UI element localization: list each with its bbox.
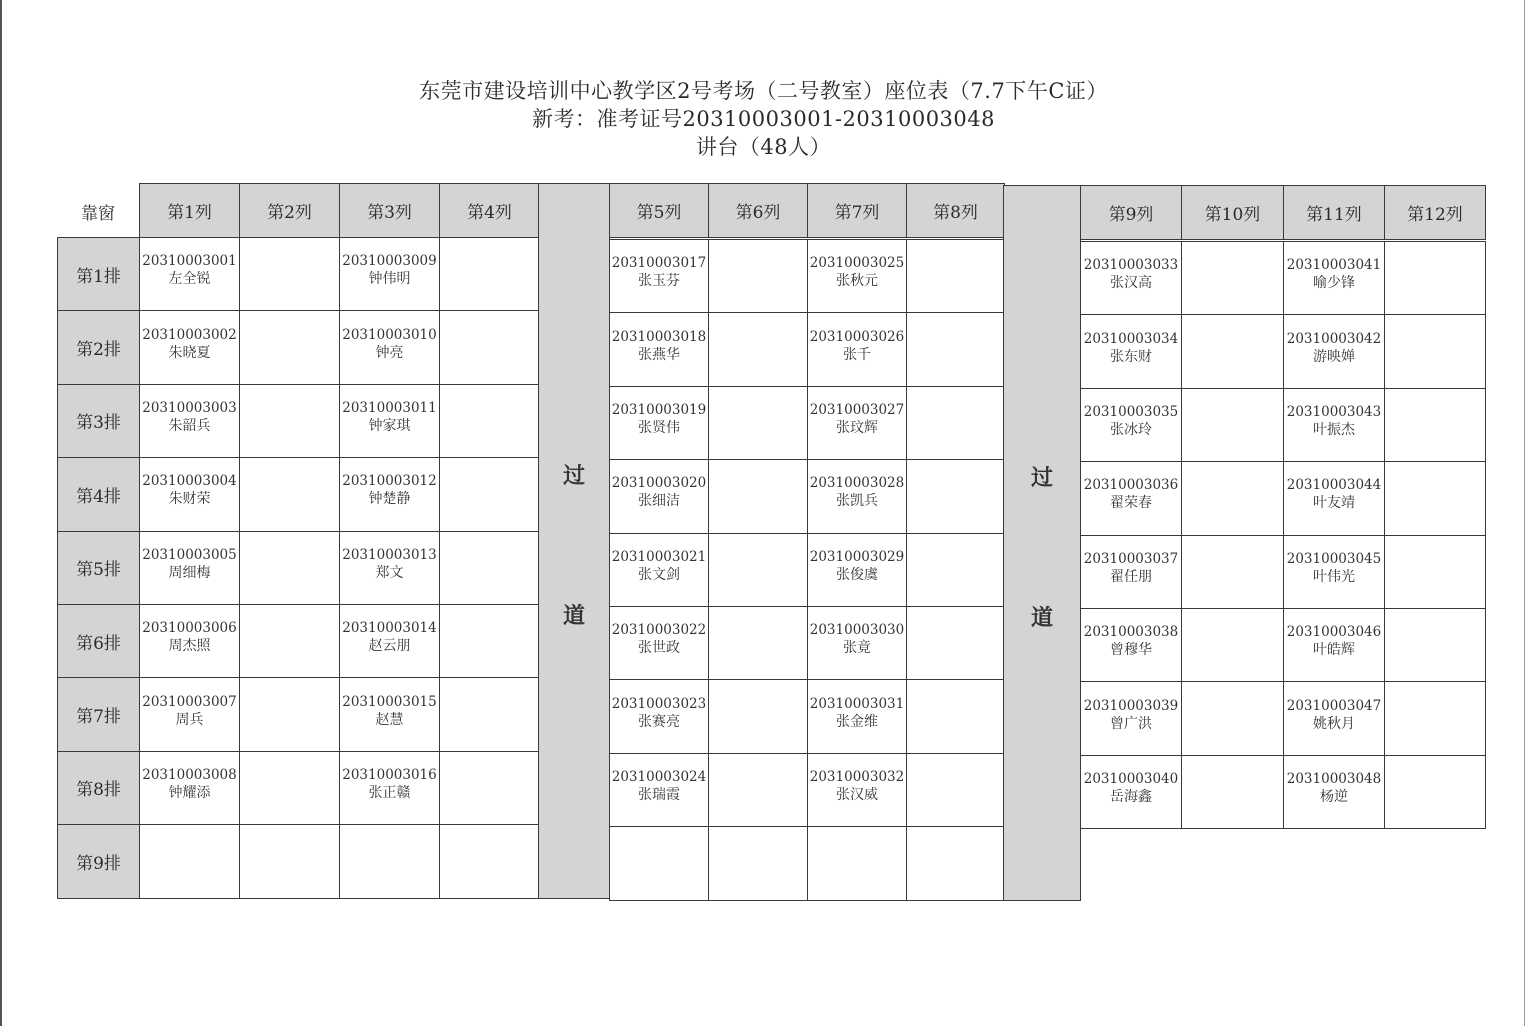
ticket-number: 20310003020 [611, 475, 707, 492]
seat-cell [609, 459, 709, 533]
ticket-number: 20310003037 [1083, 550, 1179, 567]
ticket-number: 20310003038 [1083, 624, 1179, 641]
seat-cell [609, 753, 709, 827]
ticket-range-subtitle: 新考：准考证号20310003001-20310003048 [531, 107, 996, 131]
seat-cell [1181, 608, 1284, 682]
examinee-name: 张冰玲 [1110, 421, 1152, 438]
column-header-1: 第1列 [139, 183, 240, 238]
examinee-name: 钟楚静 [368, 491, 411, 508]
seat-cell [708, 239, 808, 313]
seat-cell [1384, 241, 1486, 315]
seat-cell [1384, 314, 1486, 388]
seat-cell [139, 604, 240, 678]
row-header-8: 第8排 [57, 751, 140, 825]
seat-cell [609, 826, 709, 900]
seat-cell [239, 824, 340, 898]
seat-cell [1080, 314, 1182, 388]
seat-cell [239, 531, 340, 605]
seat-cell [906, 606, 1005, 680]
seat-cell [139, 531, 240, 605]
examinee-name: 张汉高 [1110, 275, 1152, 292]
row-header-1: 第1排 [57, 237, 140, 311]
examinee-name: 钟家琪 [368, 417, 411, 434]
seat-cell [439, 531, 540, 605]
seat-cell [139, 457, 240, 531]
seat-cell [239, 457, 340, 531]
examinee-name: 张正赣 [368, 784, 411, 801]
seat-cell [1080, 681, 1182, 755]
ticket-number: 20310003026 [809, 328, 905, 345]
ticket-number: 20310003041 [1286, 257, 1382, 274]
examinee-name: 赵云朋 [368, 638, 411, 655]
seat-cell [1283, 681, 1385, 755]
column-header-3: 第3列 [339, 183, 440, 238]
seat-cell [1283, 461, 1385, 535]
seat-cell [906, 753, 1005, 827]
examinee-name: 赵慧 [375, 711, 404, 728]
seat-cell [239, 310, 340, 384]
seat-cell [807, 753, 907, 827]
seat-cell [1080, 535, 1182, 609]
seat-cell [1384, 461, 1486, 535]
examinee-name: 张文剑 [638, 566, 680, 583]
seat-cell [139, 677, 240, 751]
ticket-number: 20310003025 [809, 255, 905, 272]
seat-cell [1283, 388, 1385, 462]
ticket-number: 20310003031 [809, 695, 905, 712]
row-header-2: 第2排 [57, 310, 140, 384]
column-header-8: 第8列 [906, 183, 1005, 238]
seat-cell [609, 386, 709, 460]
ticket-number: 20310003013 [342, 546, 437, 563]
ticket-number: 20310003033 [1083, 257, 1179, 274]
seat-cell [1080, 608, 1182, 682]
seat-cell [906, 679, 1005, 753]
examinee-name: 曾穆华 [1110, 642, 1152, 659]
ticket-number: 20310003006 [142, 620, 237, 637]
seat-cell [439, 751, 540, 825]
ticket-number: 20310003024 [611, 768, 707, 785]
seat-cell [139, 310, 240, 384]
row-header-9: 第9排 [57, 824, 140, 898]
ticket-number: 20310003009 [342, 253, 437, 270]
seat-cell [1080, 755, 1182, 829]
ticket-number: 20310003044 [1286, 477, 1382, 494]
seat-cell [339, 237, 440, 311]
column-header-5: 第5列 [609, 183, 709, 238]
window-side-label: 靠窗 [57, 185, 139, 237]
aisle-1 [538, 183, 610, 899]
seat-cell [139, 824, 240, 898]
ticket-number: 20310003045 [1286, 550, 1382, 567]
ticket-number: 20310003008 [142, 766, 237, 783]
ticket-number: 20310003015 [342, 693, 437, 710]
column-header-12: 第12列 [1384, 185, 1486, 240]
ticket-number: 20310003021 [611, 548, 707, 565]
seat-cell [708, 386, 808, 460]
row-header-6: 第6排 [57, 604, 140, 678]
ticket-number: 20310003007 [142, 693, 237, 710]
ticket-number: 20310003002 [142, 326, 237, 343]
ticket-number: 20310003048 [1286, 770, 1382, 787]
seat-cell [439, 457, 540, 531]
ticket-number: 20310003030 [809, 622, 905, 639]
examinee-name: 姚秋月 [1313, 715, 1355, 732]
seat-cell [708, 753, 808, 827]
seat-cell [1080, 241, 1182, 315]
seat-cell [139, 384, 240, 458]
aisle-2 [1003, 185, 1081, 901]
examinee-name: 叶伟光 [1313, 568, 1355, 585]
seat-cell [1283, 241, 1385, 315]
aisle-char-1: 过 [562, 463, 585, 489]
column-header-6: 第6列 [708, 183, 808, 238]
seat-cell [807, 239, 907, 313]
column-header-11: 第11列 [1283, 185, 1385, 240]
ticket-number: 20310003012 [342, 473, 437, 490]
seat-cell [609, 239, 709, 313]
examinee-name: 岳海鑫 [1110, 788, 1152, 805]
seat-cell [1080, 461, 1182, 535]
seat-cell [339, 677, 440, 751]
seating-chart-title: 东莞市建设培训中心教学区2号考场（二号教室）座位表（7.7下午C证） [419, 79, 1108, 103]
row-header-3: 第3排 [57, 384, 140, 458]
seat-cell [708, 533, 808, 607]
ticket-number: 20310003022 [611, 622, 707, 639]
examinee-name: 张金维 [836, 713, 878, 730]
seat-cell [1181, 461, 1284, 535]
examinee-name: 郑文 [375, 564, 404, 581]
examinee-name: 张竟 [843, 640, 871, 657]
seat-cell [239, 237, 340, 311]
seat-cell [906, 239, 1005, 313]
seat-cell [708, 312, 808, 386]
seat-cell [339, 457, 440, 531]
seat-cell [807, 533, 907, 607]
examinee-name: 叶振杰 [1313, 421, 1355, 438]
ticket-number: 20310003039 [1083, 697, 1179, 714]
ticket-number: 20310003047 [1286, 697, 1382, 714]
examinee-name: 张玉芬 [638, 273, 680, 290]
examinee-name: 张凯兵 [836, 493, 878, 510]
seat-cell [906, 312, 1005, 386]
examinee-name: 张贤伟 [638, 419, 680, 436]
examinee-name: 朱晓夏 [168, 344, 211, 361]
examinee-name: 张俊虞 [836, 566, 878, 583]
seat-cell [439, 237, 540, 311]
seat-cell [339, 310, 440, 384]
examinee-name: 张千 [843, 346, 871, 363]
seat-cell [906, 459, 1005, 533]
ticket-number: 20310003017 [611, 255, 707, 272]
seat-cell [439, 677, 540, 751]
ticket-number: 20310003046 [1286, 624, 1382, 641]
seat-cell [807, 312, 907, 386]
examinee-name: 钟亮 [375, 344, 404, 361]
seat-cell [1283, 608, 1385, 682]
seat-cell [339, 384, 440, 458]
column-header-7: 第7列 [807, 183, 907, 238]
examinee-name: 游映婵 [1313, 348, 1355, 365]
ticket-number: 20310003004 [142, 473, 237, 490]
ticket-number: 20310003040 [1083, 770, 1179, 787]
seat-cell [609, 533, 709, 607]
seat-cell [1283, 314, 1385, 388]
examinee-name: 朱韶兵 [168, 417, 211, 434]
seat-cell [1283, 755, 1385, 829]
seat-cell [807, 606, 907, 680]
aisle-char-1: 过 [1030, 465, 1053, 491]
ticket-number: 20310003034 [1083, 330, 1179, 347]
ticket-number: 20310003042 [1286, 330, 1382, 347]
seat-cell [708, 826, 808, 900]
examinee-name: 张赛亮 [638, 713, 680, 730]
examinee-name: 周兵 [175, 711, 204, 728]
seat-cell [239, 604, 340, 678]
ticket-number: 20310003019 [611, 401, 707, 418]
seat-cell [339, 824, 440, 898]
seat-cell [609, 679, 709, 753]
examinee-name: 周细梅 [168, 564, 211, 581]
seat-cell [807, 386, 907, 460]
examinee-name: 杨逆 [1320, 788, 1348, 805]
seat-cell [1181, 535, 1284, 609]
examinee-name: 张秋元 [836, 273, 878, 290]
row-header-7: 第7排 [57, 677, 140, 751]
seat-cell [708, 679, 808, 753]
examinee-name: 张东财 [1110, 348, 1152, 365]
ticket-number: 20310003043 [1286, 403, 1382, 420]
ticket-number: 20310003005 [142, 546, 237, 563]
seat-cell [1181, 388, 1284, 462]
seat-cell [906, 533, 1005, 607]
seat-cell [1384, 755, 1486, 829]
examinee-name: 周杰照 [168, 638, 211, 655]
seat-cell [339, 604, 440, 678]
examinee-name: 张汉威 [836, 786, 878, 803]
seat-cell [439, 310, 540, 384]
seat-cell [339, 751, 440, 825]
seat-cell [906, 826, 1005, 900]
ticket-number: 20310003028 [809, 475, 905, 492]
seat-cell [807, 679, 907, 753]
seat-cell [609, 606, 709, 680]
examinee-name: 翟荣春 [1110, 495, 1152, 512]
examinee-name: 钟伟明 [368, 271, 411, 288]
seat-cell [807, 826, 907, 900]
aisle-char-2: 道 [562, 603, 585, 629]
seat-cell [139, 237, 240, 311]
row-header-5: 第5排 [57, 531, 140, 605]
examinee-name: 张玟辉 [836, 419, 878, 436]
ticket-number: 20310003001 [142, 253, 237, 270]
seat-cell [708, 459, 808, 533]
ticket-number: 20310003010 [342, 326, 437, 343]
ticket-number: 20310003029 [809, 548, 905, 565]
examinee-name: 翟任朋 [1110, 568, 1152, 585]
ticket-number: 20310003035 [1083, 403, 1179, 420]
column-header-9: 第9列 [1080, 185, 1182, 240]
seat-cell [239, 677, 340, 751]
seat-cell [1181, 681, 1284, 755]
seat-cell [439, 824, 540, 898]
ticket-number: 20310003016 [342, 766, 437, 783]
seat-cell [1181, 241, 1284, 315]
podium-label: 讲台（48人） [695, 135, 832, 159]
seat-cell [1181, 314, 1284, 388]
examinee-name: 左全锐 [168, 271, 211, 288]
ticket-number: 20310003014 [342, 620, 437, 637]
column-header-4: 第4列 [439, 183, 540, 238]
examinee-name: 张燕华 [638, 346, 680, 363]
ticket-number: 20310003023 [611, 695, 707, 712]
ticket-number: 20310003003 [142, 399, 237, 416]
seat-cell [1384, 535, 1486, 609]
examinee-name: 朱财荣 [168, 491, 211, 508]
seat-cell [1384, 608, 1486, 682]
seat-cell [139, 751, 240, 825]
ticket-number: 20310003036 [1083, 477, 1179, 494]
seat-cell [1080, 388, 1182, 462]
seat-cell [1181, 755, 1284, 829]
seat-cell [906, 386, 1005, 460]
seat-cell [807, 459, 907, 533]
examinee-name: 喻少锋 [1313, 275, 1355, 292]
column-header-2: 第2列 [239, 183, 340, 238]
aisle-char-2: 道 [1030, 605, 1053, 631]
seat-cell [239, 384, 340, 458]
seat-cell [708, 606, 808, 680]
examinee-name: 叶友靖 [1313, 495, 1355, 512]
seat-cell [439, 604, 540, 678]
seat-cell [239, 751, 340, 825]
ticket-number: 20310003027 [809, 401, 905, 418]
examinee-name: 钟耀添 [168, 784, 211, 801]
ticket-number: 20310003011 [342, 399, 437, 416]
seat-cell [1283, 535, 1385, 609]
seat-cell [1384, 681, 1486, 755]
seat-cell [609, 312, 709, 386]
examinee-name: 张细洁 [638, 493, 680, 510]
ticket-number: 20310003018 [611, 328, 707, 345]
examinee-name: 叶皓辉 [1313, 642, 1355, 659]
seat-cell [1384, 388, 1486, 462]
row-header-4: 第4排 [57, 457, 140, 531]
examinee-name: 张世政 [638, 640, 680, 657]
seat-cell [339, 531, 440, 605]
examinee-name: 张瑞霞 [638, 786, 680, 803]
examinee-name: 曾广洪 [1110, 715, 1152, 732]
seat-cell [439, 384, 540, 458]
ticket-number: 20310003032 [809, 768, 905, 785]
column-header-10: 第10列 [1181, 185, 1284, 240]
